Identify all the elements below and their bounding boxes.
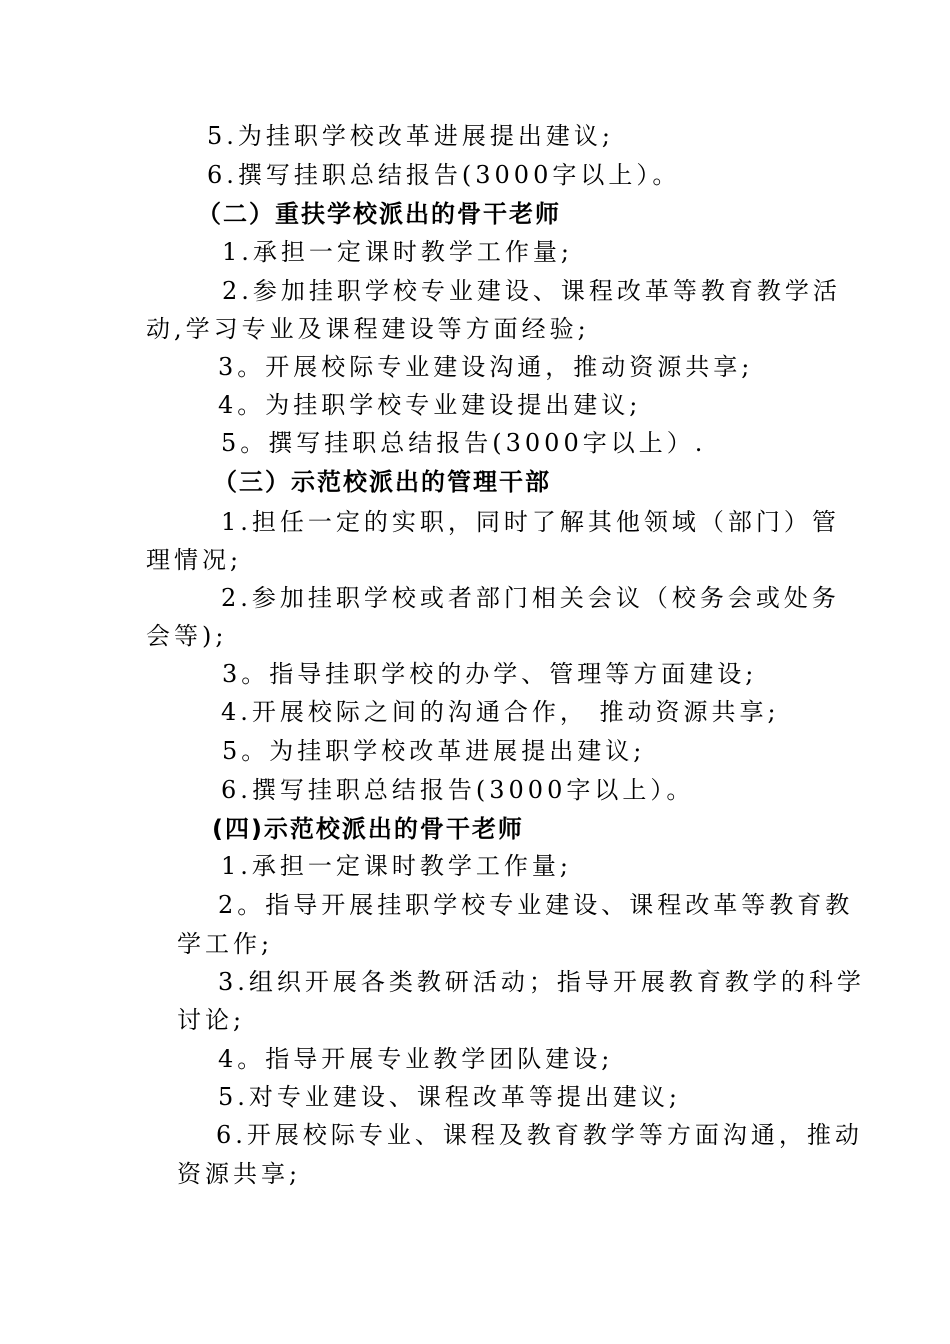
s3-item-2-line-1: 2.参加挂职学校或者部门相关会议（校务会或处务	[221, 584, 840, 612]
s3-item-6: 6.撰写挂职总结报告(3000字以上）。	[221, 776, 695, 804]
s4-item-6-line-1: 6.开展校际专业、课程及教育教学等方面沟通，推动	[216, 1121, 863, 1149]
s4-item-5: 5.对专业建设、课程改革等提出建议;	[218, 1083, 681, 1111]
s4-item-2-line-2: 学工作;	[177, 930, 274, 958]
s2-item-5: 5。撰写挂职总结报告(3000字以上）.	[221, 429, 707, 457]
s2-item-3: 3。开展校际专业建设沟通，推动资源共享;	[218, 353, 754, 381]
s2-heading: （二）重扶学校派出的骨干老师	[197, 200, 561, 228]
s4-heading: (四)示范校派出的骨干老师	[212, 815, 524, 843]
s3-item-1-line-2: 理情况;	[146, 546, 243, 574]
s3-item-1-line-1: 1.担任一定的实职，同时了解其他领域（部门）管	[221, 508, 840, 536]
s2-item-2-line-2: 动,学习专业及课程建设等方面经验;	[146, 315, 590, 343]
s2-item-1: 1.承担一定课时教学工作量;	[222, 238, 573, 266]
s3-item-5: 5。为挂职学校改革进展提出建议;	[222, 737, 646, 765]
s1-item-5: 5.为挂职学校改革进展提出建议;	[207, 122, 614, 150]
s4-item-4: 4。指导开展专业教学团队建设;	[218, 1045, 614, 1073]
s4-item-3-line-1: 3.组织开展各类教研活动；指导开展教育教学的科学	[218, 968, 865, 996]
s3-heading: （三）示范校派出的管理干部	[213, 468, 551, 496]
s4-item-6-line-2: 资源共享;	[177, 1160, 302, 1188]
s1-item-6: 6.撰写挂职总结报告(3000字以上）。	[207, 161, 681, 189]
s3-item-3: 3。指导挂职学校的办学、管理等方面建设;	[222, 660, 758, 688]
s3-item-2-line-2: 会等);	[146, 622, 228, 650]
s4-item-1: 1.承担一定课时教学工作量;	[221, 852, 572, 880]
s4-item-3-line-2: 讨论;	[177, 1006, 246, 1034]
s2-item-4: 4。为挂职学校专业建设提出建议;	[218, 391, 642, 419]
s2-item-2-line-1: 2.参加挂职学校专业建设、课程改革等教育教学活	[222, 277, 841, 305]
s4-item-2-line-1: 2。指导开展挂职学校专业建设、课程改革等教育教	[218, 891, 854, 919]
s3-item-4: 4.开展校际之间的沟通合作， 推动资源共享;	[221, 698, 780, 726]
